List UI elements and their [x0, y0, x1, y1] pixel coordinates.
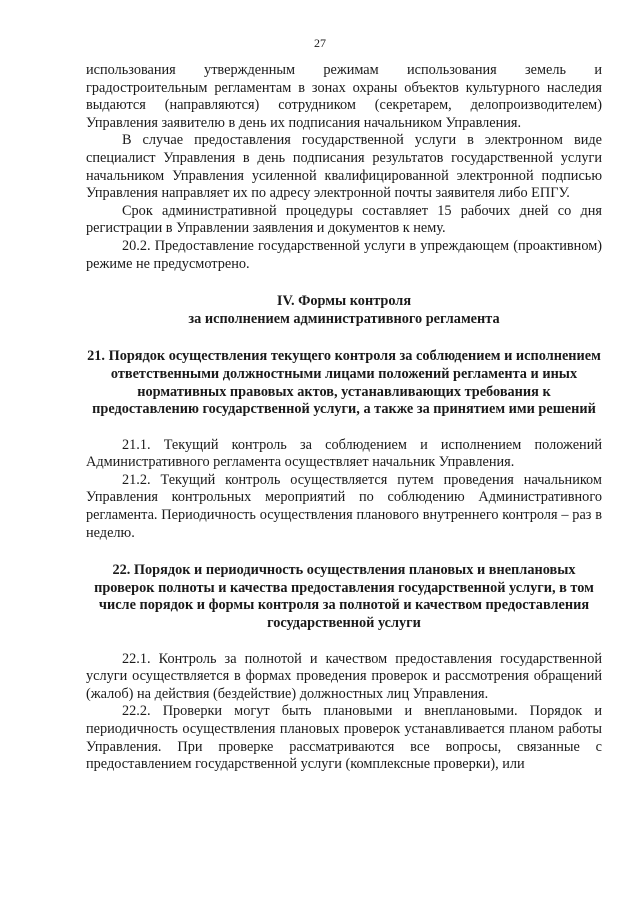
paragraph: 21.1. Текущий контроль за соблюдением и исполнением положений Административного регламента осуществляет начальник Управления. [86, 436, 602, 471]
paragraph: В случае предоставления государственной услуги в электронном виде специалист Управления в день подписания результатов государственной услуги начальником Управления усиленной квалифицированной электронной подписью Управления направляет их по адресу электронной почты заявителя либо ЕПГУ. [86, 132, 602, 202]
spacer [86, 542, 602, 562]
section-heading: IV. Формы контроля [276, 293, 412, 310]
paragraph: Срок административной процедуры составляет 15 рабочих дней со дня регистрации в Управлении заявления и документов к нему. [86, 202, 602, 237]
section-heading: за исполнением административного регламента [188, 310, 500, 327]
paragraph: использования утвержденным режимам использования земель и градостроительным регламентам в зонах охраны объектов культурного наследия выдаются (направляются) сотрудником (секретарем, делопроизводителем) Управления заявителю в день их подписания начальником Управления. [86, 62, 602, 131]
paragraph: 21.2. Текущий контроль осуществляется путем проведения начальником Управления контрольных мероприятий по соблюдению Административного регламента. Периодичность осуществления планового внутреннего контроля – раз в неделю. [86, 471, 602, 541]
spacer [86, 328, 602, 348]
paragraph: 20.2. Предоставление государственной услуги в упреждающем (проактивном) режиме не предусмотрено. [86, 237, 602, 272]
section-heading: 21. Порядок осуществления текущего контроля за соблюдением и исполнением ответственными должностными лицами положений регламента и иных нормативных правовых актов, устанавливающих требования к предоставлению государственной услуги, а также за принятием ими решений [87, 348, 601, 418]
page-number: 27 [314, 36, 326, 50]
section-heading: 22. Порядок и периодичность осуществления плановых и внеплановых проверок полноты и качества предоставления государственной услуги, в том числе порядок и формы контроля за полнотой и качеством предоставления государственной услуги [94, 562, 594, 632]
spacer [86, 419, 602, 437]
spacer [86, 633, 602, 651]
paragraph: 22.1. Контроль за полнотой и качеством предоставления государственной услуги осуществляется в формах проведения проверок и рассмотрения обращений (жалоб) на действия (бездействие) должностных лиц Управления. [86, 650, 602, 702]
document-body [86, 62, 602, 774]
spacer [86, 273, 602, 293]
paragraph: 22.2. Проверки могут быть плановыми и внеплановыми. Порядок и периодичность осуществления плановых проверок устанавливается планом работы Управления. При проверке рассматриваются все вопросы, связанные с предоставлением государственной услуги (комплексные проверки), или [86, 703, 602, 773]
